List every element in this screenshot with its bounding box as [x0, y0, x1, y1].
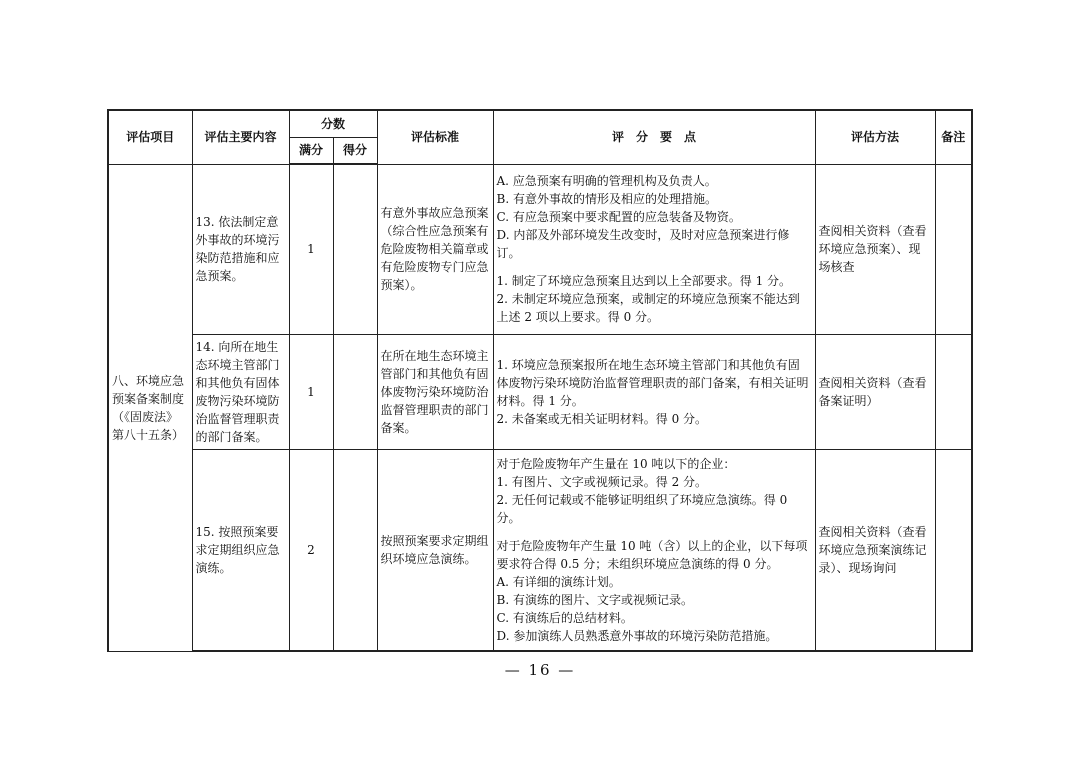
point-line: D. 内部及外部环境发生改变时，及时对应急预案进行修订。 — [496, 228, 790, 260]
point-line: A. 应急预案有明确的管理机构及负责人。 — [496, 174, 717, 188]
header-project: 评估项目 — [108, 110, 192, 164]
got-score-cell — [333, 449, 377, 651]
point-line: C. 有应急预案中要求配置的应急装备及物资。 — [496, 210, 741, 224]
table-row — [108, 334, 972, 449]
point-line: 2. 未备案或无相关证明材料。得 0 分。 — [496, 411, 708, 426]
standard-cell: 有意外事故应急预案（综合性应急预案有危险废物相关篇章或有危险废物专门应急预案）。 — [377, 164, 493, 334]
got-score-cell — [333, 334, 377, 449]
full-score-cell: 2 — [289, 449, 333, 651]
point-line: 对于危险废物年产生量 10 吨（含）以上的企业，以下每项要求符合得 0.5 分；未组织环境应急演练的得 0 分。 — [496, 538, 808, 571]
header-remark: 备注 — [935, 110, 972, 164]
method-cell: 查阅相关资料（查看环境应急预案）、现场核查 — [815, 164, 935, 334]
point-line: 2. 无任何记载或不能够证明组织了环境应急演练。得 0 分。 — [496, 492, 788, 525]
point-line: D. 参加演练人员熟悉意外事故的环境污染防范措施。 — [496, 628, 778, 643]
remark-cell — [935, 449, 972, 651]
point-line: 2. 未制定环境应急预案，或制定的环境应急预案不能达到上述 2 项以上要求。得 0 分。 — [496, 292, 800, 324]
point-line: A. 有详细的演练计划。 — [496, 574, 621, 589]
point-line: 1. 环境应急预案报所在地生态环境主管部门和其他负有固体废物污染环境防治监督管理职责的部门备案，有相关证明材料。得 1 分。 — [496, 357, 809, 408]
header-full-score: 满分 — [289, 137, 333, 164]
point-line: 对于危险废物年产生量在 10 吨以下的企业： — [496, 456, 736, 471]
point-line: C. 有演练后的总结材料。 — [496, 610, 633, 625]
standard-cell: 按照预案要求定期组织环境应急演练。 — [377, 449, 493, 651]
point-line: B. 有演练的图片、文字或视频记录。 — [496, 592, 693, 607]
page-number: — 16 — — [504, 661, 576, 679]
points-cell — [493, 334, 815, 449]
method-cell: 查阅相关资料（查看环境应急预案演练记录）、现场询问 — [815, 449, 935, 651]
project-cell: 八、环境应急预案备案制度（《固废法》第八十五条） — [108, 164, 192, 651]
point-line: B. 有意外事故的情形及相应的处理措施。 — [496, 192, 717, 206]
points-cell — [493, 164, 815, 334]
evaluation-table — [107, 109, 973, 652]
header-score: 分数 — [289, 110, 377, 137]
header-got-score: 得分 — [333, 137, 377, 164]
header-content: 评估主要内容 — [192, 110, 289, 164]
point-line: 1. 制定了环境应急预案且达到以上全部要求。得 1 分。 — [496, 274, 792, 288]
table-row — [108, 164, 972, 334]
full-score-cell: 1 — [289, 164, 333, 334]
points-cell — [493, 449, 815, 651]
method-cell: 查阅相关资料（查看备案证明） — [815, 334, 935, 449]
content-cell: 15. 按照预案要求定期组织应急演练。 — [192, 449, 289, 651]
got-score-cell — [333, 164, 377, 334]
content-cell: 13. 依法制定意外事故的环境污染防范措施和应急预案。 — [192, 164, 289, 334]
point-line: 1. 有图片、文字或视频记录。得 2 分。 — [496, 474, 708, 489]
header-points: 评 分 要 点 — [493, 110, 815, 164]
header-method: 评估方法 — [815, 110, 935, 164]
remark-cell — [935, 334, 972, 449]
header-standard: 评估标准 — [377, 110, 493, 164]
remark-cell — [935, 164, 972, 334]
standard-cell: 在所在地生态环境主管部门和其他负有固体废物污染环境防治监督管理职责的部门备案。 — [377, 334, 493, 449]
content-cell: 14. 向所在地生态环境主管部门和其他负有固体废物污染环境防治监督管理职责的部门备案。 — [192, 334, 289, 449]
table-row — [108, 449, 972, 651]
full-score-cell: 1 — [289, 334, 333, 449]
